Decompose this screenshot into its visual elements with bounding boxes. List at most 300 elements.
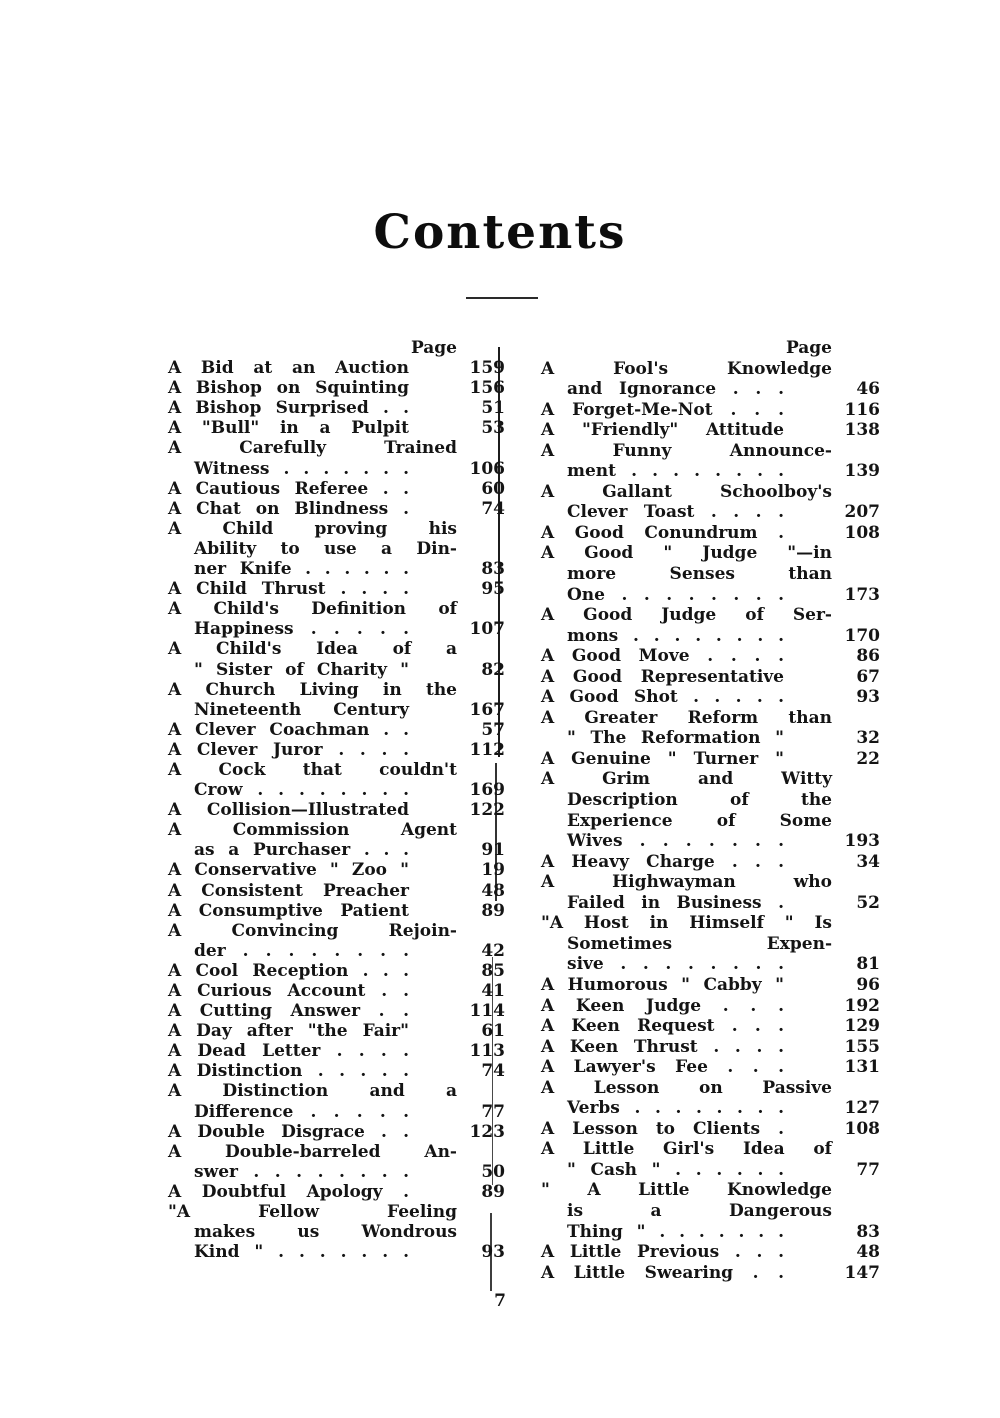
entry-page-number: 77: [481, 1101, 505, 1122]
toc-entry-line: [168, 539, 457, 559]
toc-entry: [168, 960, 505, 981]
toc-entry: [168, 679, 505, 720]
toc-entry: [168, 759, 505, 801]
entry-title-text: A Lawyer's Fee . . .: [541, 1057, 784, 1078]
toc-entry-line: [168, 1222, 457, 1242]
entry-page-number: 60: [481, 478, 505, 499]
toc-entry-line: [168, 358, 505, 379]
toc-entry-line: [168, 900, 505, 921]
entry-page-number: 77: [856, 1159, 880, 1180]
toc-entry-line: [541, 646, 880, 667]
toc-entry-line: [541, 769, 832, 790]
entry-title-text: makes us Wondrous: [194, 1222, 457, 1243]
entry-title-text: A Humorous " Cabby ": [541, 974, 784, 995]
entry-title-text: A Bishop on Squinting: [168, 378, 409, 399]
entry-page-number: 32: [856, 728, 880, 749]
toc-entry-line: [168, 1101, 505, 1122]
entry-title-text: A Bishop Surprised . .: [168, 398, 409, 419]
entry-page-number: 82: [481, 659, 505, 680]
entry-title-text: der . . . . . . . .: [194, 940, 409, 961]
entry-title-text: A Carefully Trained: [168, 438, 457, 459]
toc-entry-line: [168, 699, 505, 720]
entry-title-text: sive . . . . . . . .: [567, 954, 784, 975]
toc-entry-line: [168, 1161, 505, 1182]
toc-entry-line: [168, 378, 505, 399]
entry-page-number: 193: [844, 831, 880, 852]
entry-page-number: 192: [844, 995, 880, 1016]
entry-page-number: 156: [469, 378, 505, 399]
toc-entry: [541, 707, 880, 749]
entry-title-text: Sometimes Expen-: [567, 933, 832, 954]
entry-title-text: A Collision—Illustrated: [168, 800, 409, 821]
toc-entry-line: [168, 659, 505, 680]
toc-entry: [168, 398, 505, 419]
toc-entry: [168, 1081, 505, 1122]
toc-entry: [168, 719, 505, 740]
toc-entry: [541, 1242, 880, 1263]
entry-title-text: A "Bull" in a Pulpit: [168, 418, 409, 439]
toc-entry: [168, 920, 505, 961]
entry-title-text: A Double Disgrace . .: [168, 1121, 409, 1142]
toc-entry-line: [541, 811, 832, 832]
toc-entry: [168, 1181, 505, 1202]
entry-title-text: A Day after "the Fair": [168, 1021, 409, 1042]
entry-page-number: 129: [844, 1016, 880, 1037]
toc-entry: [168, 1001, 505, 1022]
entry-page-number: 93: [481, 1242, 505, 1263]
entry-title-text: swer . . . . . . . .: [194, 1161, 409, 1182]
entry-page-number: 51: [481, 398, 505, 419]
toc-entry-line: [168, 478, 505, 499]
toc-entry: [168, 639, 505, 680]
entry-title-text: A Gallant Schoolboy's: [541, 481, 832, 502]
toc-entry-line: [541, 1118, 880, 1140]
toc-entry-line: [541, 790, 832, 811]
toc-entry-line: [541, 1180, 832, 1201]
toc-entry: [541, 543, 880, 605]
toc-entry-line: [168, 1202, 457, 1222]
toc-entry-line: [168, 639, 457, 659]
toc-entry-line: [168, 1041, 505, 1062]
toc-entry-line: [168, 519, 457, 539]
entry-title-text: Verbs . . . . . . . .: [567, 1098, 784, 1119]
toc-entry: [168, 1021, 505, 1042]
entry-page-number: 113: [469, 1041, 505, 1062]
entry-title-text: A Child's Idea of a: [168, 639, 457, 660]
toc-entry-line: [541, 954, 880, 975]
toc-entry-line: [168, 981, 505, 1001]
toc-entry-line: [541, 502, 880, 523]
toc-entry: [168, 1041, 505, 1062]
toc-entry-line: [541, 564, 832, 585]
entry-title-text: and Ignorance . . .: [567, 379, 784, 400]
entry-title-text: A Genuine " Turner ": [541, 748, 784, 769]
entry-page-number: 93: [856, 687, 880, 708]
entry-page-number: 131: [844, 1057, 880, 1078]
toc-entry-line: [168, 780, 505, 801]
entry-title-text: A Curious Account . .: [168, 981, 409, 1001]
entry-title-text: "A Host in Himself " Is: [541, 913, 832, 934]
toc-entry-line: [168, 619, 505, 640]
entry-title-text: as a Purchaser . . .: [194, 840, 409, 861]
toc-entry: [541, 522, 880, 544]
toc-entry-line: [541, 584, 880, 606]
entry-title-text: more Senses than: [567, 564, 832, 585]
entry-page-number: 167: [469, 699, 505, 720]
toc-entry-line: [168, 800, 505, 821]
entry-page-number: 116: [844, 399, 880, 420]
toc-entry: [541, 481, 880, 523]
entry-title-text: A Fool's Knowledge: [541, 358, 832, 379]
entry-title-text: "A Fellow Feeling: [168, 1202, 457, 1223]
entry-title-text: mons . . . . . . . .: [567, 625, 784, 646]
entry-page-number: 96: [856, 974, 880, 995]
entry-title-text: A Child's Definition of: [168, 599, 457, 620]
entry-title-text: Witness . . . . . . .: [194, 458, 409, 479]
entry-title-text: A Grim and Witty: [541, 769, 832, 790]
toc-entry: [541, 913, 880, 975]
entry-page-number: 108: [844, 1118, 880, 1139]
entry-title-text: A Keen Judge . . .: [541, 995, 784, 1016]
column-header-page: Page: [785, 338, 832, 358]
toc-entry: [168, 1202, 505, 1263]
toc-entry-line: [168, 1001, 505, 1022]
entry-title-text: A Bid at an Auction: [168, 358, 409, 379]
toc-entry: [541, 1077, 880, 1119]
toc-entry-line: [541, 522, 880, 544]
toc-entry-line: [541, 974, 880, 996]
entry-page-number: 53: [481, 418, 505, 439]
toc-entry: [541, 605, 880, 646]
toc-entry-line: [168, 579, 505, 600]
toc-entry: [168, 518, 505, 580]
entry-title-text: " Sister of Charity ": [194, 659, 409, 680]
title-rule: [466, 297, 538, 299]
entry-title-text: A Good Judge of Ser-: [541, 605, 832, 626]
entry-title-text: Thing " . . . . . . .: [567, 1221, 784, 1242]
entry-title-text: is a Dangerous: [567, 1200, 832, 1221]
toc-entry-line: [541, 1098, 880, 1119]
entry-title-text: Ability to use a Din-: [194, 538, 457, 559]
entry-page-number: 112: [469, 739, 505, 760]
entry-title-text: " A Little Knowledge: [541, 1180, 832, 1201]
entry-title-text: A Doubtful Apology .: [168, 1181, 409, 1202]
entry-title-text: Wives . . . . . . .: [567, 831, 784, 852]
toc-entry-line: [541, 1262, 880, 1284]
entry-page-number: 108: [844, 522, 880, 543]
entry-page-number: 91: [481, 840, 505, 861]
toc-entry-line: [168, 880, 505, 901]
toc-entry: [168, 1121, 505, 1142]
entry-title-text: A Highwayman who: [541, 872, 832, 893]
entry-page-number: 48: [856, 1242, 880, 1263]
entry-title-text: " Cash " . . . . . .: [567, 1159, 784, 1180]
page-title: Contents: [373, 205, 627, 260]
toc-entry-line: [168, 599, 457, 619]
toc-entry: [541, 1036, 880, 1058]
entry-page-number: 86: [856, 646, 880, 667]
entry-title-text: Happiness . . . . .: [194, 619, 409, 640]
toc-entry: [168, 438, 505, 479]
toc-entry-line: [168, 398, 505, 419]
entry-page-number: 89: [481, 1181, 505, 1202]
entry-title-text: A Little Previous . . .: [541, 1242, 784, 1263]
entry-title-text: A Double-barreled An-: [168, 1141, 457, 1162]
toc-entry: [168, 1141, 505, 1182]
toc-entry-line: [168, 438, 457, 458]
entry-page-number: 173: [844, 584, 880, 605]
entry-page-number: 74: [481, 498, 505, 519]
toc-entry-line: [168, 1181, 505, 1202]
entry-page-number: 57: [481, 719, 505, 740]
entry-page-number: 106: [469, 458, 505, 479]
toc-entry: [541, 358, 880, 400]
toc-entry: [541, 420, 880, 441]
entry-page-number: 95: [481, 579, 505, 600]
entry-page-number: 159: [469, 358, 505, 379]
entry-title-text: A Good " Judge "—in: [541, 543, 832, 564]
entry-page-number: 83: [856, 1221, 880, 1242]
entry-title-text: A Heavy Charge . . .: [541, 851, 784, 872]
toc-entry-line: [168, 940, 505, 961]
toc-entry: [541, 687, 880, 708]
toc-entry-line: [541, 1242, 880, 1263]
toc-entry: [541, 646, 880, 667]
entry-page-number: 139: [844, 461, 880, 482]
entry-title-text: A Good Conundrum .: [541, 522, 784, 543]
entry-title-text: A Conservative " Zoo ": [168, 860, 409, 881]
toc-entry-line: [541, 441, 832, 462]
toc-entry: [541, 974, 880, 996]
toc-entry-line: [541, 399, 880, 421]
entry-page-number: 81: [856, 954, 880, 975]
toc-entry-line: [168, 820, 457, 840]
toc-entry-line: [541, 420, 880, 441]
entry-title-text: " The Reformation ": [567, 728, 784, 749]
toc-entry-line: [541, 892, 880, 914]
entry-page-number: 48: [481, 880, 505, 901]
toc-entry: [168, 599, 505, 640]
entry-page-number: 169: [469, 780, 505, 801]
toc-entry-line: [168, 1081, 457, 1101]
entry-title-text: A "Friendly" Attitude: [541, 420, 784, 441]
toc-entry: [541, 1118, 880, 1140]
entry-page-number: 74: [481, 1061, 505, 1082]
entry-page-number: 61: [481, 1021, 505, 1042]
entry-page-number: 155: [844, 1036, 880, 1057]
toc-entry-line: [541, 543, 832, 564]
entry-title-text: Description of the: [567, 790, 832, 811]
toc-entry: [168, 800, 505, 821]
entry-title-text: A Cautious Referee . .: [168, 478, 409, 499]
entry-title-text: A Lesson on Passive: [541, 1077, 832, 1098]
toc-entry-line: [541, 379, 880, 400]
entry-page-number: 123: [469, 1121, 505, 1142]
toc-entry-line: [541, 872, 832, 893]
toc-entry-line: [541, 1159, 880, 1181]
toc-entry: [168, 820, 505, 861]
entry-page-number: 147: [844, 1262, 880, 1283]
toc-entry-line: [541, 748, 880, 770]
toc-entry: [168, 981, 505, 1001]
toc-entry-line: [541, 482, 832, 503]
toc-entry-line: [541, 1078, 832, 1099]
entry-title-text: A Consistent Preacher: [168, 880, 409, 901]
toc-entry-line: [541, 461, 880, 482]
toc-entry: [168, 900, 505, 921]
toc-entry: [168, 378, 505, 399]
entry-title-text: A Commission Agent: [168, 820, 457, 841]
entry-page-number: 19: [481, 860, 505, 881]
toc-entry-line: [541, 708, 832, 729]
entry-title-text: A Cock that couldn't: [168, 759, 457, 780]
entry-page-number: 89: [481, 900, 505, 921]
toc-entry-line: [168, 559, 505, 580]
entry-title-text: Nineteenth Century: [194, 699, 409, 720]
toc-entry-line: [541, 851, 880, 873]
entry-page-number: 34: [856, 851, 880, 872]
toc-entry-line: [541, 625, 880, 647]
toc-entry-line: [168, 1061, 505, 1082]
toc-entry: [541, 1057, 880, 1078]
column-header-page: Page: [410, 338, 457, 358]
entry-title-text: A Chat on Blindness .: [168, 498, 409, 519]
entry-title-text: A Convincing Rejoin-: [168, 920, 457, 941]
toc-entry-line: [168, 739, 505, 760]
entry-title-text: A Consumptive Patient: [168, 900, 409, 921]
toc-entry-line: [168, 498, 505, 519]
toc-entry: [541, 872, 880, 913]
entry-title-text: A Distinction . . . . .: [168, 1061, 409, 1082]
entry-page-number: 67: [856, 666, 880, 687]
entry-page-number: 85: [481, 960, 505, 981]
toc-entry-line: [168, 960, 505, 981]
toc-entry-line: [168, 719, 505, 740]
entry-page-number: 122: [469, 800, 505, 821]
entry-title-text: A Greater Reform than: [541, 707, 832, 728]
entry-title-text: A Keen Thrust . . . .: [541, 1036, 784, 1057]
toc-entry: [168, 579, 505, 600]
entry-title-text: A Keen Request . . .: [541, 1016, 784, 1037]
toc-entry-line: [168, 680, 457, 700]
footer-page-number: 7: [494, 1291, 506, 1311]
entry-title-text: A Child proving his: [168, 518, 457, 539]
toc-entry: [168, 418, 505, 439]
toc-entry-line: [168, 921, 457, 941]
toc-entry-line: [168, 1021, 505, 1042]
toc-entry: [168, 478, 505, 499]
entry-title-text: Difference . . . . .: [194, 1101, 409, 1122]
toc-entry-line: [541, 1016, 880, 1037]
toc-entry: [168, 358, 505, 379]
toc-entry-line: [168, 1121, 505, 1142]
entry-title-text: ment . . . . . . . .: [567, 461, 784, 482]
entry-title-text: A Dead Letter . . . .: [168, 1041, 409, 1062]
toc-entry-line: [541, 1201, 832, 1222]
entry-title-text: A Funny Announce-: [541, 440, 832, 461]
entry-page-number: 207: [844, 502, 880, 523]
entry-title-text: Experience of Some: [567, 810, 832, 831]
entry-title-text: A Cutting Answer . .: [168, 1001, 409, 1022]
entry-title-text: A Forget-Me-Not . . .: [541, 399, 784, 420]
entry-page-number: 138: [844, 420, 880, 441]
toc-entry-line: [541, 1139, 832, 1160]
entry-title-text: A Lesson to Clients .: [541, 1118, 784, 1139]
toc-entry: [168, 739, 505, 760]
toc-entry-line: [541, 359, 832, 380]
entry-title-text: Crow . . . . . . . .: [194, 780, 409, 801]
entry-title-text: A Little Girl's Idea of: [541, 1139, 832, 1160]
entry-page-number: 50: [481, 1161, 505, 1182]
entry-title-text: ner Knife . . . . . .: [194, 559, 409, 580]
toc-entry-line: [541, 605, 832, 626]
toc-entry-line: [168, 458, 505, 479]
toc-entry-line: [541, 728, 880, 749]
entry-page-number: 83: [481, 559, 505, 580]
entry-page-number: 22: [856, 748, 880, 769]
toc-entry-line: [541, 831, 880, 852]
toc-entry-line: [541, 934, 832, 955]
entry-title-text: A Child Thrust . . . .: [168, 579, 409, 600]
toc-entry: [168, 498, 505, 519]
toc-entry-line: [168, 1242, 505, 1263]
contents-column-right: [541, 338, 880, 1283]
toc-entry-line: [168, 840, 505, 861]
entry-title-text: Failed in Business .: [567, 892, 784, 913]
entry-title-text: Kind " . . . . . . .: [194, 1242, 409, 1263]
contents-column-left: [168, 338, 505, 1263]
toc-entry: [168, 880, 505, 901]
entry-title-text: A Church Living in the: [168, 679, 457, 700]
toc-entry-line: [541, 666, 880, 688]
toc-entry-line: [541, 1221, 880, 1243]
toc-entry: [541, 666, 880, 688]
toc-entry: [168, 1061, 505, 1082]
entry-title-text: A Distinction and a: [168, 1081, 457, 1102]
toc-entry-line: [541, 913, 832, 934]
toc-entry: [541, 748, 880, 770]
toc-entry-line: [168, 760, 457, 780]
entry-page-number: 41: [481, 981, 505, 1001]
entry-title-text: A Clever Coachman . .: [168, 719, 409, 740]
toc-entry-line: [168, 418, 505, 439]
entry-page-number: 107: [469, 619, 505, 640]
toc-entry-line: [541, 687, 880, 708]
entry-title-text: Clever Toast . . . .: [567, 502, 784, 523]
toc-entry-line: [541, 1057, 880, 1078]
toc-entry: [541, 995, 880, 1017]
toc-entry: [541, 440, 880, 482]
entry-title-text: A Clever Juror . . . .: [168, 739, 409, 760]
entry-page-number: 114: [469, 1001, 505, 1022]
entry-title-text: A Good Shot . . . . .: [541, 687, 784, 708]
toc-entry: [168, 860, 505, 881]
toc-entry: [541, 1016, 880, 1037]
toc-entry-line: [541, 995, 880, 1017]
entry-page-number: 170: [844, 625, 880, 646]
entry-page-number: 46: [856, 379, 880, 400]
toc-entry-line: [168, 860, 505, 881]
toc-entry: [541, 1180, 880, 1242]
toc-entry: [541, 1262, 880, 1284]
toc-entry-line: [541, 1036, 880, 1058]
entry-page-number: 127: [844, 1098, 880, 1119]
entry-title-text: One . . . . . . . .: [567, 584, 784, 605]
toc-entry: [541, 851, 880, 873]
entry-title-text: A Little Swearing . .: [541, 1262, 784, 1283]
entry-page-number: 52: [856, 892, 880, 913]
toc-entry: [541, 399, 880, 421]
